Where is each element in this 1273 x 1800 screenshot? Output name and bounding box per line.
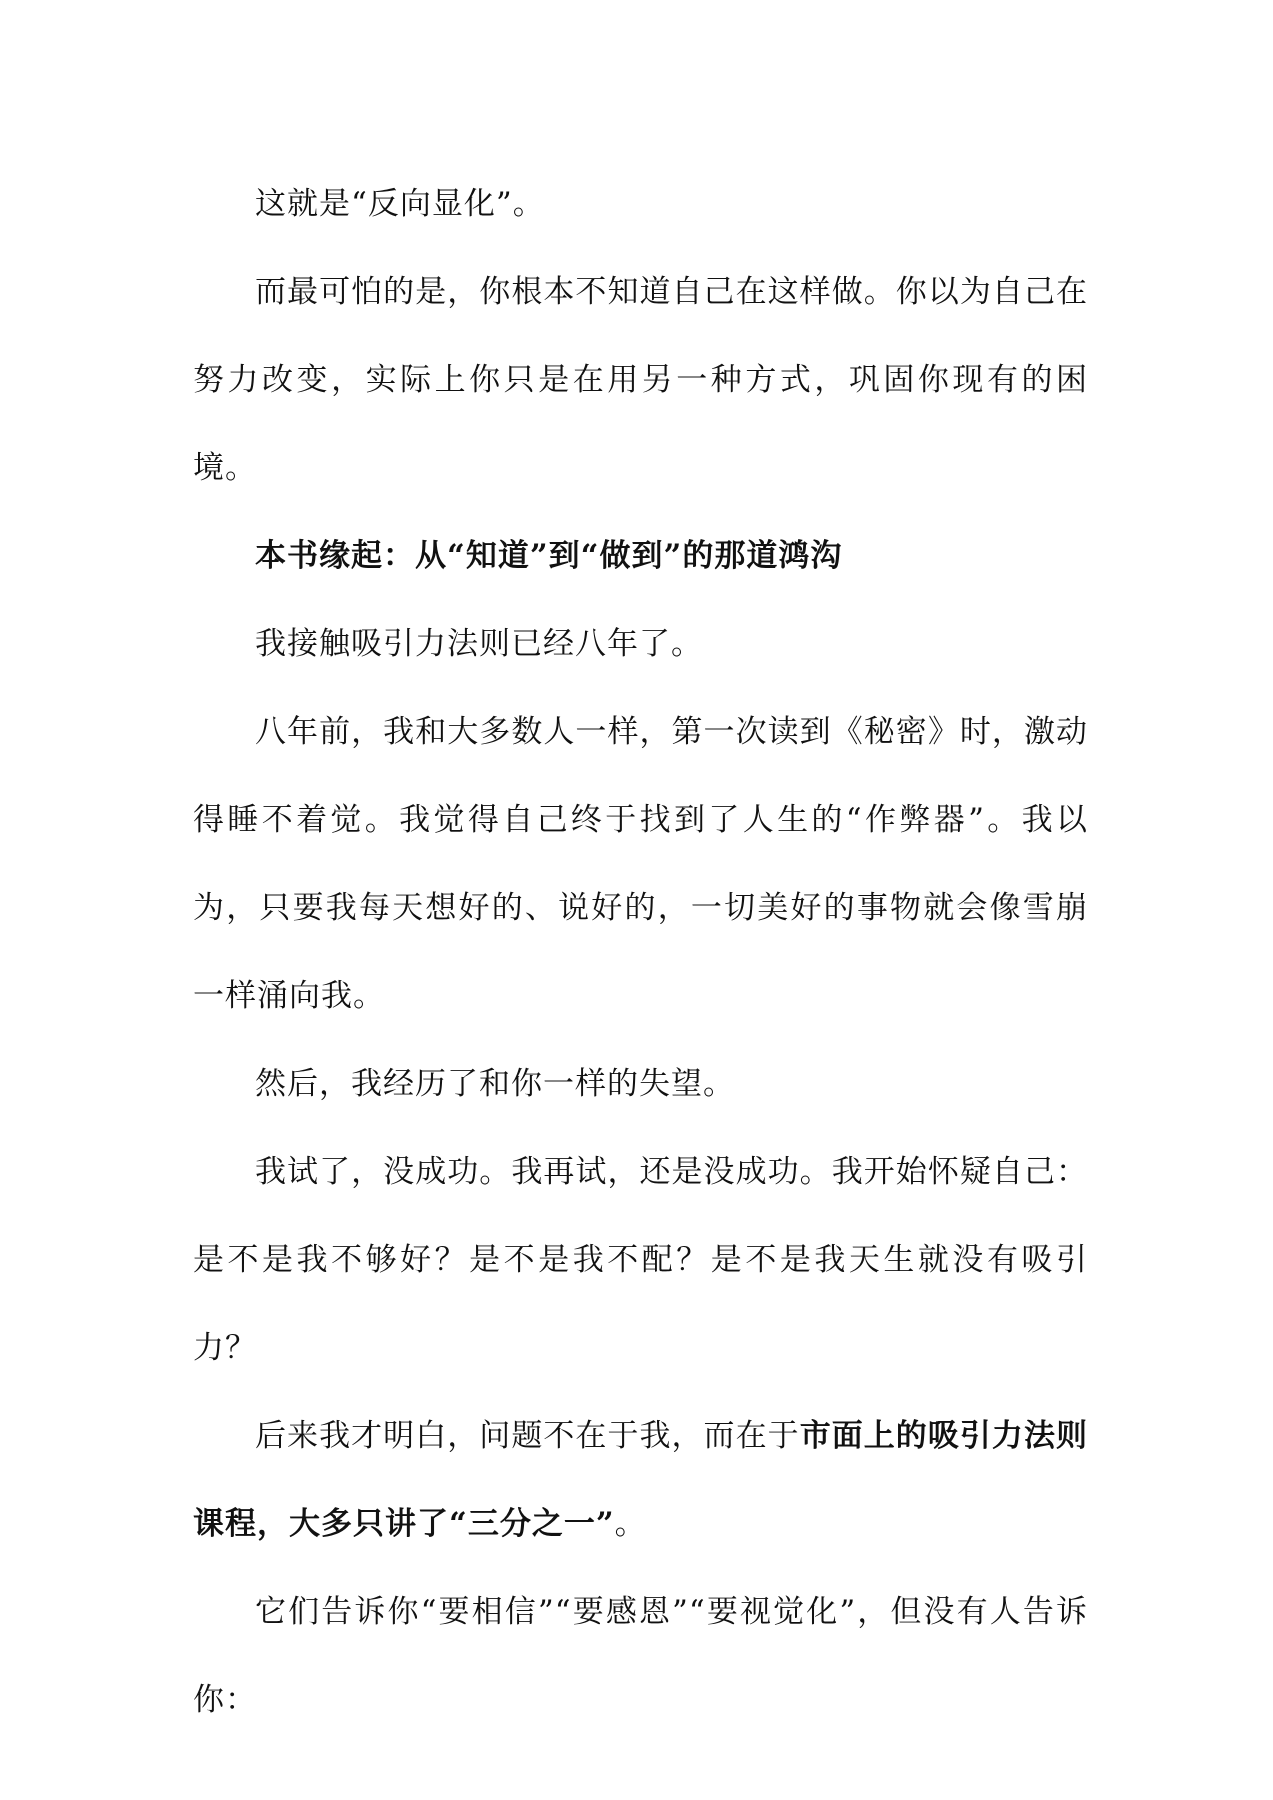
paragraph-one-third-emphasis: 市面上的吸引力法则课程，大多只讲了“三分之一” (193, 1418, 1089, 1542)
paragraph-self-doubt: 我试了，没成功。我再试，还是没成功。我开始怀疑自己：是不是我不够好？是不是我不配？是不是我天生就没有吸引力？ (193, 1154, 1088, 1366)
section-heading: 本书缘起：从“知道”到“做到”的那道鸿沟 (255, 538, 843, 574)
paragraph-nobody-tells-you: 它们告诉你“要相信”“要感恩”“要视觉化”，但没有人告诉你： (193, 1594, 1088, 1718)
paragraph-the-secret: 八年前，我和大多数人一样，第一次读到《秘密》时，激动得睡不着觉。我觉得自己终于找到了人生的“作弊器”。我以为，只要我每天想好的、说好的，一切美好的事物就会像雪崩一样涌向我。 (193, 714, 1088, 1014)
paragraph-disappointment: 然后，我经历了和你一样的失望。 (255, 1066, 735, 1102)
paragraph-one-third (193, 1392, 1088, 1568)
paragraph-reverse-manifestation: 这就是“反向显化”。 (255, 186, 545, 222)
paragraph-one-third-lead: 后来我才明白，问题不在于我，而在于 (255, 1418, 800, 1454)
document-page (193, 160, 1088, 1744)
paragraph-scariest-part: 而最可怕的是，你根本不知道自己在这样做。你以为自己在努力改变，实际上你只是在用另一种方式，巩固你现有的困境。 (193, 274, 1088, 486)
paragraph-one-third-tail: 。 (614, 1506, 647, 1542)
paragraph-eight-years: 我接触吸引力法则已经八年了。 (255, 626, 703, 662)
